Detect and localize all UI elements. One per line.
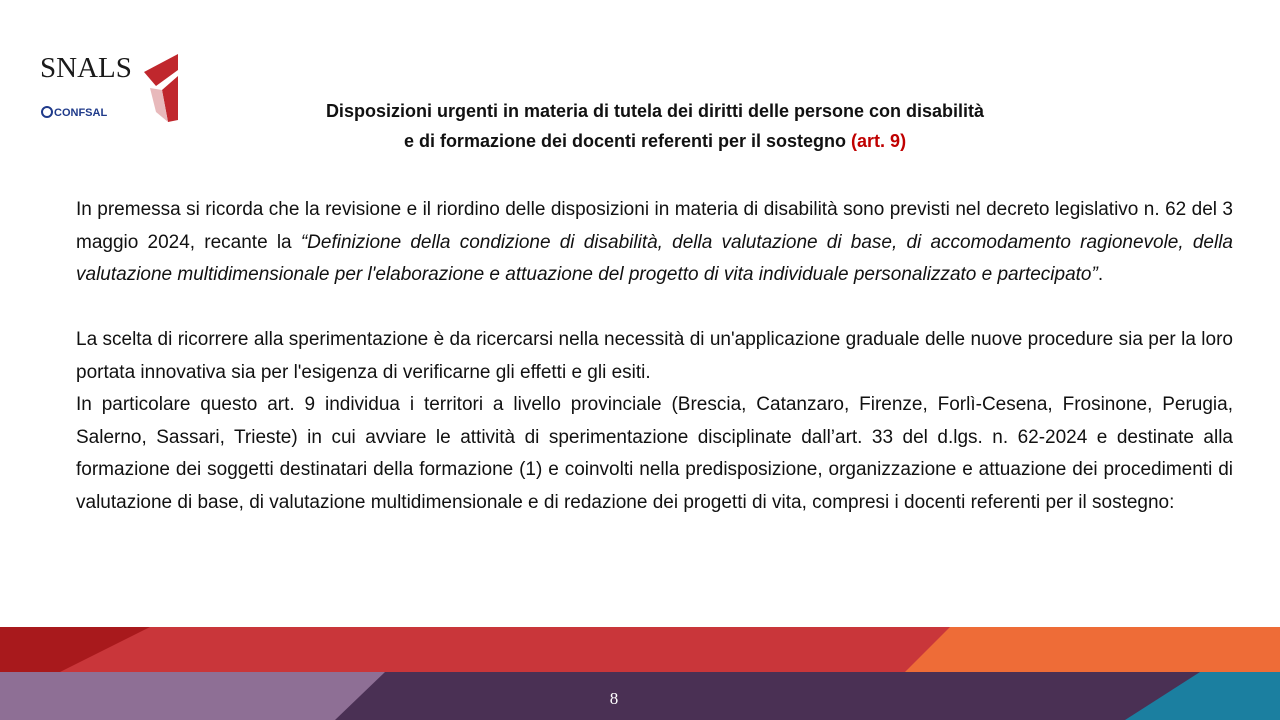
title-line-1: Disposizioni urgenti in materia di tutela dei diritti delle persone con disabilità [325,101,985,121]
paragraph-premessa-tail: . [1097,264,1104,285]
paragraph-territori: In particolare questo art. 9 individua i territori a livello provinciale (Brescia, Catanzaro, Firenze, Forlì-Cesena, Frosinone, Perugia, Salerno, Sassari, Trieste) in cui avviare le attività di sperimentazione disciplinate dall’art. 33 del d.lgs. n. 62-2024 e destinate alla formazione dei soggetti destinatari della formazione (1) e coinvolti nella predisposizione, organizzazione e attuazione dei procedimenti di valutazione di base, di valutazione multidimensionale e di redazione dei progetti di vita, compresi i docenti referenti per il sostegno: [76,394,1233,513]
title-line-2 [200,126,1110,156]
logo-sub-brand-text: CONFSAL [54,107,108,119]
footer-stripe [905,627,1280,672]
logo-brand-text: SNALS [40,52,132,84]
paragraph-sperimentazione: La scelta di ricorrere alla sperimentazione è da ricercarsi nella necessità di un'applicazione graduale delle nuove procedure sia per la loro portata innovativa sia per l'esigenza di verificarne gli effetti e gli esiti. [76,329,1233,383]
paragraph-premessa [76,194,1233,292]
snals-confsal-logo [38,50,183,125]
title-line-2-text: e di formazione dei docenti referenti per il sostegno [403,131,847,151]
page-number: 8 [609,689,619,708]
footer-stripe [0,672,385,720]
footer-band [0,627,1280,720]
slide-body [76,194,1233,519]
confsal-mark-icon [42,107,52,117]
title-article-reference: (art. 9) [851,131,907,151]
paragraph-premessa-lead: In premessa si ricorda che la revisione e il riordino delle disposizioni in materia di disabilità sono previsti nel decreto legislativo n. 62 del 3 maggio 2024, recante la [76,199,1233,253]
slide-title [200,96,1110,156]
decree-title-quote: “Definizione della condizione di disabilità, della valutazione di base, di accomodamento ragionevole, della valutazione multidimensionale per l'elaborazione e attuazione del progetto di vita individuale personalizzato e partecipato” [76,231,1233,285]
